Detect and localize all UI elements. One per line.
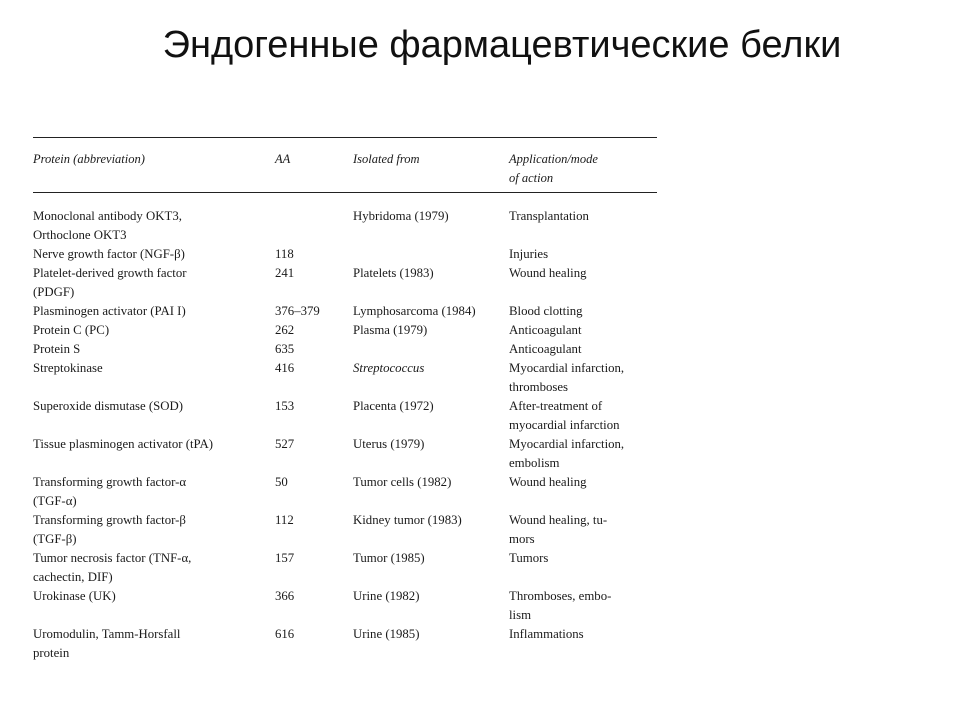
cell-application: Anticoagulant — [509, 342, 582, 356]
header-application: Application/mode of action — [509, 152, 598, 185]
cell-protein: Urokinase (UK) — [33, 589, 116, 603]
slide-title: Эндогенные фармацевтические белки — [162, 24, 842, 66]
cell-aa: 118 — [275, 247, 294, 261]
cell-application: Blood clotting — [509, 304, 583, 318]
cell-protein: Superoxide dismutase (SOD) — [33, 399, 183, 413]
header-aa: AA — [275, 152, 291, 166]
table-header — [33, 138, 657, 192]
cell-source: Hybridoma (1979) — [353, 209, 449, 223]
table-row — [33, 435, 657, 473]
cell-application: Wound healing, tu- mors — [509, 513, 608, 546]
cell-protein: Transforming growth factor-β (TGF-β) — [33, 513, 186, 546]
cell-protein: Tissue plasminogen activator (tPA) — [33, 437, 213, 451]
cell-protein: Uromodulin, Tamm-Horsfall protein — [33, 627, 181, 660]
cell-aa: 112 — [275, 513, 294, 527]
cell-protein: Monoclonal antibody OKT3, Orthoclone OKT3 — [33, 209, 182, 242]
table-row — [33, 397, 657, 435]
cell-application: Injuries — [509, 247, 549, 261]
cell-application: Anticoagulant — [509, 323, 582, 337]
cell-application: Wound healing — [509, 266, 587, 280]
cell-aa: 50 — [275, 475, 288, 489]
cell-source: Plasma (1979) — [353, 323, 428, 337]
cell-aa: 635 — [275, 342, 295, 356]
cell-protein: Tumor necrosis factor (TNF-α, cachectin, DIF) — [33, 551, 192, 584]
table-row — [33, 340, 657, 359]
cell-aa: 376–379 — [275, 304, 320, 318]
cell-source: Urine (1985) — [353, 627, 420, 641]
cell-source: Uterus (1979) — [353, 437, 425, 451]
cell-application: Tumors — [509, 551, 549, 565]
cell-aa: 241 — [275, 266, 295, 280]
cell-source: Placenta (1972) — [353, 399, 434, 413]
cell-aa: 153 — [275, 399, 295, 413]
cell-source: Streptococcus — [353, 361, 425, 375]
cell-source: Tumor (1985) — [353, 551, 425, 565]
table-row — [33, 302, 657, 321]
cell-source: Lymphosarcoma (1984) — [353, 304, 476, 318]
cell-aa: 262 — [275, 323, 295, 337]
header-isolated-from: Isolated from — [353, 152, 420, 166]
cell-application: Thromboses, embo- lism — [509, 589, 612, 622]
cell-protein: Transforming growth factor-α (TGF-α) — [33, 475, 187, 508]
cell-aa: 527 — [275, 437, 295, 451]
cell-application: Transplantation — [509, 209, 589, 223]
table-row — [33, 587, 657, 625]
cell-protein: Protein C (PC) — [33, 323, 110, 337]
table-row — [33, 321, 657, 340]
table-row — [33, 359, 657, 397]
table-row — [33, 264, 657, 302]
cell-application: Myocardial infarction, thromboses — [509, 361, 625, 394]
cell-source: Tumor cells (1982) — [353, 475, 452, 489]
cell-protein: Nerve growth factor (NGF-β) — [33, 247, 185, 261]
cell-application: Wound healing — [509, 475, 587, 489]
table-row — [33, 625, 657, 663]
header-protein: Protein (abbreviation) — [33, 152, 145, 166]
cell-source: Platelets (1983) — [353, 266, 434, 280]
cell-application: After-treatment of myocardial infarction — [509, 399, 620, 432]
table-body — [33, 193, 657, 663]
cell-aa: 616 — [275, 627, 295, 641]
cell-protein: Streptokinase — [33, 361, 103, 375]
cell-application: Inflammations — [509, 627, 584, 641]
table-row — [33, 245, 657, 264]
table-row — [33, 473, 657, 511]
cell-aa: 366 — [275, 589, 295, 603]
cell-protein: Protein S — [33, 342, 81, 356]
table-row — [33, 511, 657, 549]
cell-protein: Plasminogen activator (PAI I) — [33, 304, 186, 318]
table-row — [33, 549, 657, 587]
cell-source: Kidney tumor (1983) — [353, 513, 462, 527]
cell-protein: Platelet-derived growth factor (PDGF) — [33, 266, 187, 299]
cell-source: Urine (1982) — [353, 589, 420, 603]
cell-aa: 416 — [275, 361, 295, 375]
table-row — [33, 207, 657, 245]
cell-aa: 157 — [275, 551, 295, 565]
protein-table — [33, 137, 657, 663]
cell-application: Myocardial infarction, embolism — [509, 437, 625, 470]
